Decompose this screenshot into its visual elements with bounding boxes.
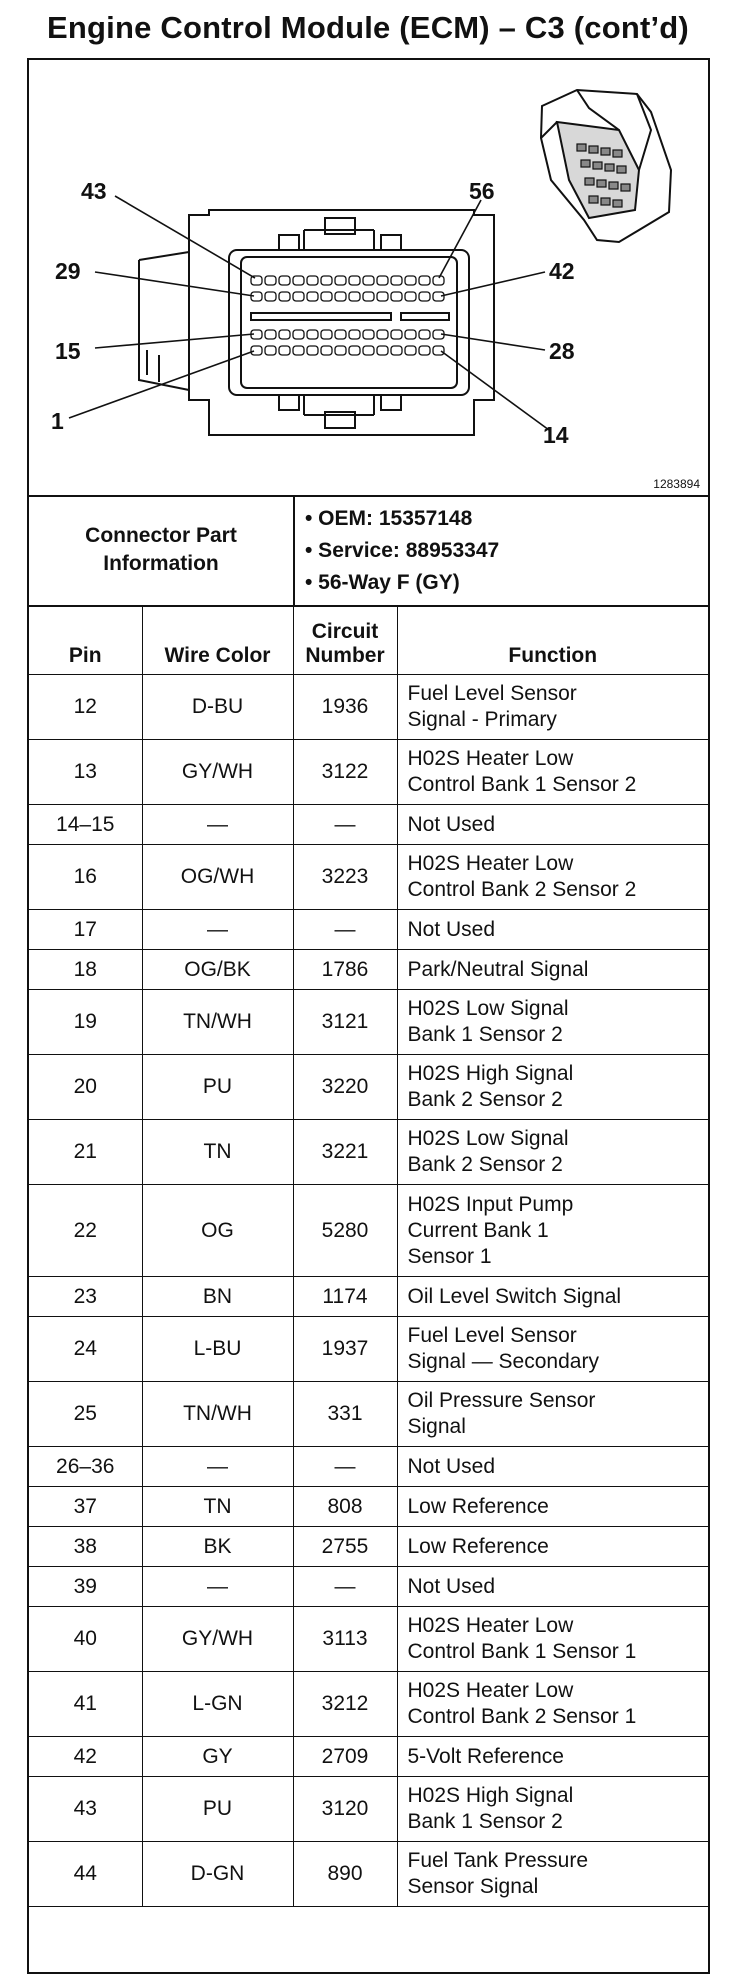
callout-43: 43 <box>81 178 107 204</box>
pin-cell: 20 <box>29 1055 142 1120</box>
table-row <box>29 990 708 1055</box>
function-line: Control Bank 1 Sensor 1 <box>407 1640 637 1663</box>
circuit-number-cell: 331 <box>293 1382 397 1447</box>
connector-info-label <box>29 495 295 605</box>
header-circuit-line1: Circuit <box>311 620 379 643</box>
table-row <box>29 1487 708 1527</box>
pin-cell: 13 <box>29 740 142 805</box>
pin-cell: 14–15 <box>29 805 142 845</box>
circuit-number-cell: 890 <box>293 1842 397 1907</box>
wire-color-cell: — <box>142 1567 293 1607</box>
pin-cell: 26–36 <box>29 1447 142 1487</box>
function-line: Fuel Level Sensor <box>407 682 577 705</box>
circuit-number-cell: 5280 <box>293 1185 397 1277</box>
function-cell <box>397 1185 708 1277</box>
table-row <box>29 1185 708 1277</box>
function-line: H02S High Signal <box>407 1784 574 1807</box>
function-line: 5-Volt Reference <box>407 1744 564 1768</box>
function-line: Signal <box>407 1415 466 1438</box>
circuit-number-cell: 3121 <box>293 990 397 1055</box>
function-line: H02S Heater Low <box>407 747 574 770</box>
header-pin: Pin <box>29 605 142 675</box>
header-wire-color: Wire Color <box>142 605 293 675</box>
function-line: Oil Pressure Sensor <box>407 1389 596 1412</box>
function-cell <box>397 950 708 990</box>
circuit-number-cell: — <box>293 910 397 950</box>
pin-cell: 25 <box>29 1382 142 1447</box>
function-line: Not Used <box>407 1454 496 1478</box>
function-line: H02S Low Signal <box>407 997 569 1020</box>
function-cell <box>397 1487 708 1527</box>
table-row <box>29 1277 708 1317</box>
connector-diagram <box>29 60 708 497</box>
table-row <box>29 805 708 845</box>
function-line: H02S High Signal <box>407 1062 574 1085</box>
callout-42: 42 <box>549 258 575 284</box>
circuit-number-cell: 3221 <box>293 1120 397 1185</box>
table-row <box>29 1777 708 1842</box>
function-line: Bank 2 Sensor 2 <box>407 1088 563 1111</box>
wire-color-cell: L-GN <box>142 1672 293 1737</box>
circuit-number-cell: 1936 <box>293 675 397 740</box>
pin-cell: 40 <box>29 1607 142 1672</box>
wire-color-cell: D-GN <box>142 1842 293 1907</box>
connector-isometric-icon <box>541 90 671 242</box>
connector-info-list <box>305 503 499 599</box>
function-line: Not Used <box>407 917 496 941</box>
connector-info-label-line2: Information <box>103 552 219 575</box>
function-cell <box>397 1120 708 1185</box>
circuit-number-cell: 3120 <box>293 1777 397 1842</box>
header-function: Function <box>397 605 708 675</box>
function-cell <box>397 1777 708 1842</box>
table-row <box>29 1567 708 1607</box>
function-cell <box>397 1055 708 1120</box>
wire-color-cell: — <box>142 1447 293 1487</box>
function-line: Bank 1 Sensor 2 <box>407 1023 563 1046</box>
function-line: Current Bank 1 <box>407 1218 549 1242</box>
table-row <box>29 1607 708 1672</box>
function-line: Oil Level Switch Signal <box>407 1284 622 1308</box>
circuit-number-cell: 3223 <box>293 845 397 910</box>
circuit-number-cell: — <box>293 1567 397 1607</box>
table-row <box>29 740 708 805</box>
wire-color-cell: — <box>142 805 293 845</box>
circuit-number-cell: 3122 <box>293 740 397 805</box>
function-cell <box>397 1277 708 1317</box>
connector-face-drawing <box>29 60 708 495</box>
pin-cell: 23 <box>29 1277 142 1317</box>
callout-28: 28 <box>549 338 575 364</box>
function-cell <box>397 1317 708 1382</box>
wire-color-cell: GY/WH <box>142 740 293 805</box>
pin-rows <box>29 675 708 1907</box>
table-row <box>29 1382 708 1447</box>
pin-cell: 37 <box>29 1487 142 1527</box>
table-row <box>29 845 708 910</box>
function-line: H02S Heater Low <box>407 1679 574 1702</box>
function-cell <box>397 1382 708 1447</box>
function-cell <box>397 1737 708 1777</box>
wire-color-cell: OG <box>142 1185 293 1277</box>
wire-color-cell: TN <box>142 1120 293 1185</box>
figure-number: 1283894 <box>653 477 700 491</box>
function-line: Sensor Signal <box>407 1875 539 1898</box>
function-line: Fuel Level Sensor <box>407 1324 577 1347</box>
table-row <box>29 1672 708 1737</box>
table-row <box>29 1527 708 1567</box>
wire-color-cell: — <box>142 910 293 950</box>
circuit-number-cell: 1174 <box>293 1277 397 1317</box>
function-line: Low Reference <box>407 1494 549 1518</box>
pin-cell: 44 <box>29 1842 142 1907</box>
pin-cell: 39 <box>29 1567 142 1607</box>
wire-color-cell: PU <box>142 1777 293 1842</box>
header-circuit-line2: Number <box>305 644 385 667</box>
function-line: H02S Low Signal <box>407 1127 569 1150</box>
function-line: Bank 2 Sensor 2 <box>407 1153 563 1176</box>
function-cell <box>397 805 708 845</box>
pin-table <box>29 605 708 1907</box>
circuit-number-cell: — <box>293 1447 397 1487</box>
wire-color-cell: OG/WH <box>142 845 293 910</box>
function-cell <box>397 910 708 950</box>
table-row <box>29 1447 708 1487</box>
service-number: • Service: 88953347 <box>305 539 500 562</box>
table-row <box>29 675 708 740</box>
function-cell <box>397 675 708 740</box>
function-line: H02S Heater Low <box>407 1614 574 1637</box>
function-line: Signal - Primary <box>407 708 557 731</box>
callout-1: 1 <box>51 408 64 434</box>
table-row <box>29 1737 708 1777</box>
wire-color-cell: GY <box>142 1737 293 1777</box>
circuit-number-cell: 3113 <box>293 1607 397 1672</box>
circuit-number-cell: — <box>293 805 397 845</box>
circuit-number-cell: 1937 <box>293 1317 397 1382</box>
function-line: Low Reference <box>407 1534 549 1558</box>
page-title: Engine Control Module (ECM) – C3 (cont’d) <box>47 10 689 45</box>
circuit-number-cell: 1786 <box>293 950 397 990</box>
callout-29: 29 <box>55 258 81 284</box>
table-row <box>29 950 708 990</box>
pin-cell: 38 <box>29 1527 142 1567</box>
function-line: Park/Neutral Signal <box>407 957 589 981</box>
function-line: Fuel Tank Pressure <box>407 1849 589 1872</box>
function-cell <box>397 1527 708 1567</box>
function-cell <box>397 990 708 1055</box>
connector-part-information <box>29 495 708 607</box>
table-row <box>29 910 708 950</box>
function-cell <box>397 740 708 805</box>
callout-56: 56 <box>469 178 495 204</box>
callout-14: 14 <box>543 422 569 448</box>
pin-cell: 21 <box>29 1120 142 1185</box>
function-line: Signal — Secondary <box>407 1350 599 1373</box>
function-line: Control Bank 2 Sensor 1 <box>407 1705 637 1728</box>
circuit-number-cell: 3212 <box>293 1672 397 1737</box>
function-line: Sensor 1 <box>407 1244 492 1268</box>
function-line: H02S Heater Low <box>407 852 574 875</box>
wire-color-cell: BK <box>142 1527 293 1567</box>
function-cell <box>397 845 708 910</box>
function-line: Control Bank 1 Sensor 2 <box>407 773 637 796</box>
wire-color-cell: D-BU <box>142 675 293 740</box>
connector-type: • 56-Way F (GY) <box>305 571 460 594</box>
pin-cell: 12 <box>29 675 142 740</box>
pin-cell: 42 <box>29 1737 142 1777</box>
pin-cell: 18 <box>29 950 142 990</box>
oem-number: • OEM: 15357148 <box>305 507 473 530</box>
function-line: Not Used <box>407 812 496 836</box>
function-cell <box>397 1567 708 1607</box>
function-cell <box>397 1447 708 1487</box>
circuit-number-cell: 2755 <box>293 1527 397 1567</box>
header-circuit-number <box>293 605 397 675</box>
function-cell <box>397 1607 708 1672</box>
pin-cell: 41 <box>29 1672 142 1737</box>
wire-color-cell: TN/WH <box>142 990 293 1055</box>
wire-color-cell: TN/WH <box>142 1382 293 1447</box>
circuit-number-cell: 3220 <box>293 1055 397 1120</box>
function-cell <box>397 1672 708 1737</box>
pin-cell: 24 <box>29 1317 142 1382</box>
pin-cell: 22 <box>29 1185 142 1277</box>
pin-cell: 17 <box>29 910 142 950</box>
wire-color-cell: TN <box>142 1487 293 1527</box>
circuit-number-cell: 2709 <box>293 1737 397 1777</box>
wire-color-cell: BN <box>142 1277 293 1317</box>
connector-face <box>139 210 494 435</box>
function-line: H02S Input Pump <box>407 1192 574 1216</box>
wire-color-cell: OG/BK <box>142 950 293 990</box>
function-line: Bank 1 Sensor 2 <box>407 1810 563 1833</box>
pin-cell: 16 <box>29 845 142 910</box>
circuit-number-cell: 808 <box>293 1487 397 1527</box>
pin-cell: 19 <box>29 990 142 1055</box>
table-row <box>29 1317 708 1382</box>
table-row <box>29 1842 708 1907</box>
function-cell <box>397 1842 708 1907</box>
pin-cell: 43 <box>29 1777 142 1842</box>
table-row <box>29 1120 708 1185</box>
wire-color-cell: L-BU <box>142 1317 293 1382</box>
connector-info-label-line1: Connector Part <box>85 524 237 547</box>
wire-color-cell: PU <box>142 1055 293 1120</box>
wire-color-cell: GY/WH <box>142 1607 293 1672</box>
function-line: Not Used <box>407 1574 496 1598</box>
function-line: Control Bank 2 Sensor 2 <box>407 878 637 901</box>
table-header-row <box>29 605 708 675</box>
connector-sheet <box>27 58 710 1974</box>
table-row <box>29 1055 708 1120</box>
callout-15: 15 <box>55 338 81 364</box>
